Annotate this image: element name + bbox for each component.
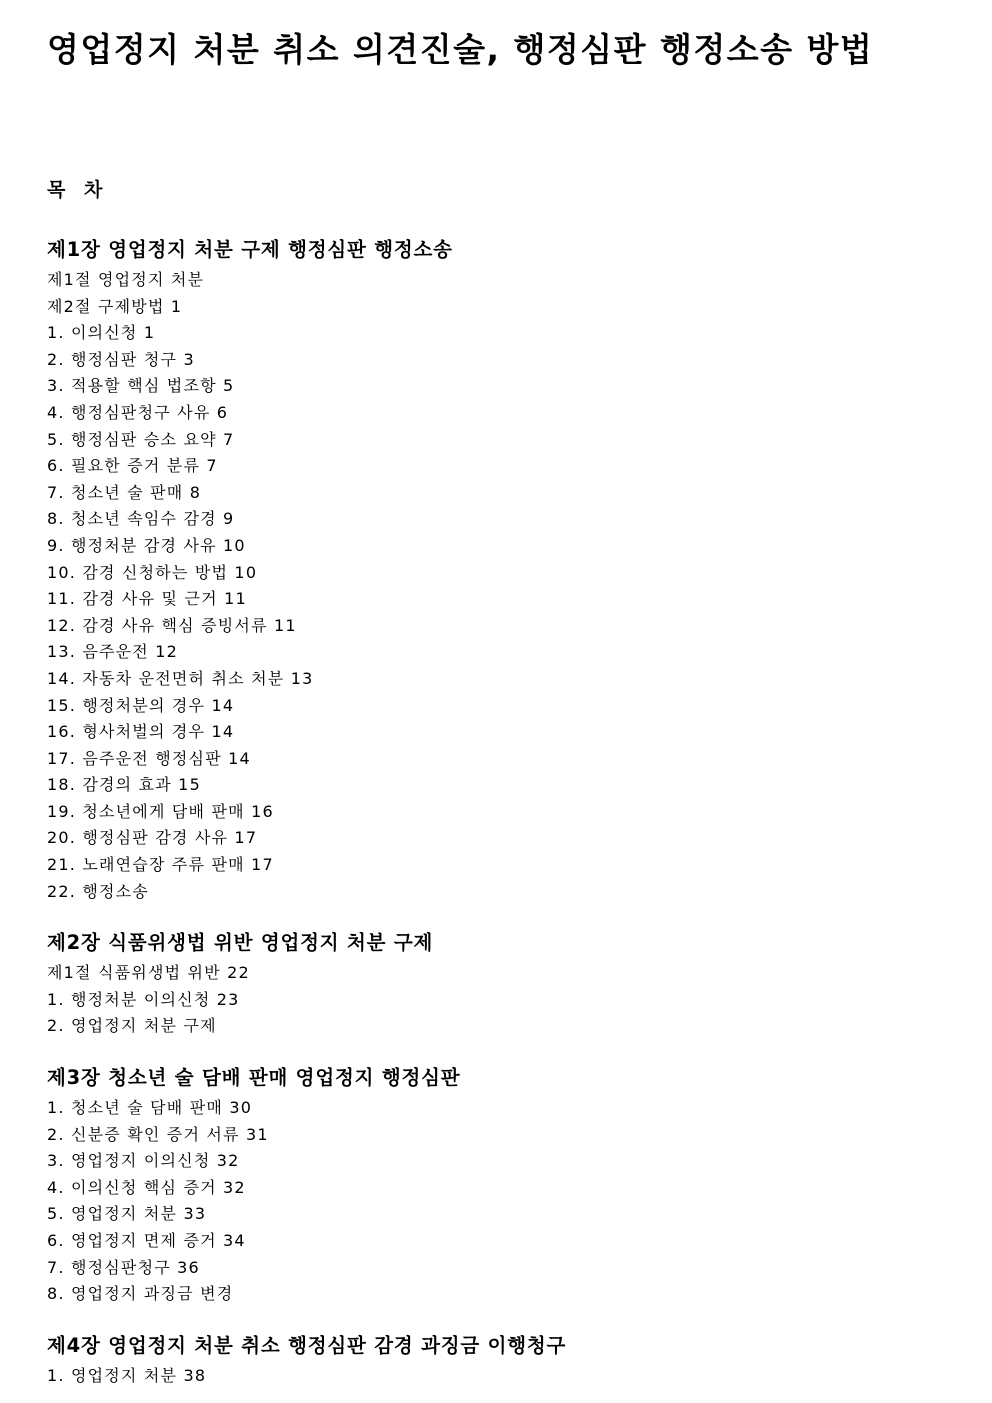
toc-entry: 17. 음주운전 행정심판 14 xyxy=(47,748,251,768)
chapter-title: 제3장 청소년 술 담배 판매 영업정지 행정심판 xyxy=(47,1066,461,1090)
toc-heading: 목 차 xyxy=(47,179,109,201)
toc-entry: 13. 음주운전 12 xyxy=(47,642,179,662)
toc-entry: 2. 신분증 확인 증거 서류 31 xyxy=(47,1124,269,1144)
toc-entry: 4. 이의신청 핵심 증거 32 xyxy=(47,1177,246,1197)
toc-entry: 1. 행정처분 이의신청 23 xyxy=(47,989,240,1009)
toc-entry: 10. 감경 신청하는 방법 10 xyxy=(47,562,258,582)
toc-entry: 8. 청소년 속임수 감경 9 xyxy=(47,509,235,529)
table-of-contents xyxy=(47,232,947,1389)
toc-chapter xyxy=(47,925,947,1040)
toc-entry: 7. 청소년 술 판매 8 xyxy=(47,482,202,502)
toc-entry: 제1절 영업정지 처분 xyxy=(47,270,205,289)
chapter-title: 제4장 영업정지 처분 취소 행정심판 감경 과징금 이행청구 xyxy=(47,1333,567,1357)
document-title: 영업정지 처분 취소 의견진술, 행정심판 행정소송 방법 xyxy=(47,30,874,69)
toc-entry: 5. 영업정지 처분 33 xyxy=(47,1204,207,1224)
toc-entry: 19. 청소년에게 담배 판매 16 xyxy=(47,801,274,821)
toc-entry: 11. 감경 사유 및 근거 11 xyxy=(47,589,247,609)
toc-entry: 4. 행정심판청구 사유 6 xyxy=(47,402,229,422)
toc-entry: 2. 영업정지 처분 구제 xyxy=(47,1016,217,1036)
toc-chapter xyxy=(47,232,947,905)
toc-entry: 9. 행정처분 감경 사유 10 xyxy=(47,535,246,555)
toc-entry: 20. 행정심판 감경 사유 17 xyxy=(47,828,258,848)
chapter-title: 제1장 영업정지 처분 구제 행정심판 행정소송 xyxy=(47,238,453,261)
toc-entry: 14. 자동차 운전면허 취소 처분 13 xyxy=(47,668,314,688)
toc-entry: 15. 행정처분의 경우 14 xyxy=(47,695,235,715)
toc-entry: 1. 영업정지 처분 38 xyxy=(47,1365,207,1385)
toc-entry: 1. 청소년 술 담배 판매 30 xyxy=(47,1098,253,1118)
toc-entry: 21. 노래연습장 주류 판매 17 xyxy=(47,855,274,875)
toc-entry: 2. 행정심판 청구 3 xyxy=(47,349,195,369)
toc-entry: 12. 감경 사유 핵심 증빙서류 11 xyxy=(47,615,297,635)
toc-entry: 1. 이의신청 1 xyxy=(47,323,156,343)
toc-entry: 5. 행정심판 승소 요약 7 xyxy=(47,429,235,449)
toc-entry: 제1절 식품위생법 위반 22 xyxy=(47,963,250,983)
toc-entry: 7. 행정심판청구 36 xyxy=(47,1257,200,1277)
toc-entry: 3. 영업정지 이의신청 32 xyxy=(47,1151,240,1171)
toc-entry: 6. 필요한 증거 분류 7 xyxy=(47,456,218,476)
toc-entry: 3. 적용할 핵심 법조항 5 xyxy=(47,376,235,396)
chapter-title: 제2장 식품위생법 위반 영업정지 처분 구제 xyxy=(47,931,434,955)
toc-entry: 18. 감경의 효과 15 xyxy=(47,775,201,795)
toc-chapter xyxy=(47,1328,947,1390)
toc-entry: 8. 영업정지 과징금 변경 xyxy=(47,1284,234,1304)
toc-entry: 제2절 구제방법 1 xyxy=(47,296,183,316)
toc-entry: 16. 형사처벌의 경우 14 xyxy=(47,722,235,742)
toc-chapter xyxy=(47,1060,947,1308)
toc-entry: 22. 행정소송 xyxy=(47,881,149,901)
toc-entry: 6. 영업정지 면제 증거 34 xyxy=(47,1231,246,1250)
